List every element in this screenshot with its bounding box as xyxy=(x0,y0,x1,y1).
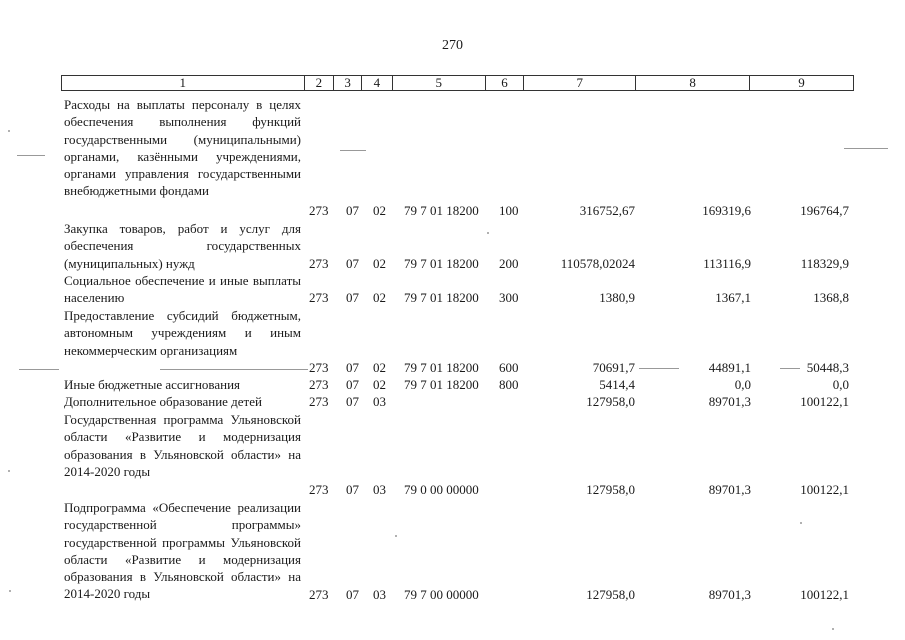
scan-speck xyxy=(487,232,489,234)
row-description: Подпрограмма «Обеспечение реализации государственной программы» государственной программы Ульяновской области «Развитие и модернизация образования в Ульяновской области» на 2014-2020 годы xyxy=(64,500,301,602)
cell-target-article: 79 7 01 18200 xyxy=(404,377,479,392)
scan-speck xyxy=(832,628,834,630)
cell-code: 273 xyxy=(309,394,329,409)
cell-expense-type: 100 xyxy=(499,203,519,218)
cell-subsection: 02 xyxy=(373,290,386,305)
cell-amount-8: 44891,1 xyxy=(708,360,751,375)
row-description: Дополнительное образование детей xyxy=(64,394,262,409)
cell-amount-7: 127958,0 xyxy=(586,587,635,602)
cell-target-article: 79 7 01 18200 xyxy=(404,256,479,271)
cell-subsection: 03 xyxy=(373,482,386,497)
cell-code: 273 xyxy=(309,360,329,375)
row-description: Иные бюджетные ассигнования xyxy=(64,377,241,392)
header-col-8: 8 xyxy=(635,76,749,90)
cell-subsection: 02 xyxy=(373,203,386,218)
row-description: Предоставление субсидий бюджетным, автономным учреждениям и иным некоммерческим организациям xyxy=(64,308,301,358)
cell-code: 273 xyxy=(309,587,329,602)
cell-amount-7: 1380,9 xyxy=(599,290,635,305)
header-col-5: 5 xyxy=(392,76,485,90)
scan-speck xyxy=(800,522,802,524)
scan-mark xyxy=(160,369,308,370)
scan-speck xyxy=(9,590,11,592)
cell-section: 07 xyxy=(346,377,359,392)
cell-amount-8: 89701,3 xyxy=(708,482,751,497)
scan-mark xyxy=(844,148,888,149)
cell-amount-7: 110578,02024 xyxy=(560,256,635,271)
cell-subsection: 02 xyxy=(373,256,386,271)
cell-amount-9: 50448,3 xyxy=(806,360,849,375)
header-col-7: 7 xyxy=(523,76,635,90)
cell-target-article: 79 7 01 18200 xyxy=(404,203,479,218)
cell-expense-type: 200 xyxy=(499,256,519,271)
cell-amount-7: 127958,0 xyxy=(586,482,635,497)
cell-amount-9: 100122,1 xyxy=(800,482,849,497)
table-header xyxy=(61,75,854,91)
cell-section: 07 xyxy=(346,587,359,602)
cell-code: 273 xyxy=(309,377,329,392)
page-number: 270 xyxy=(442,38,463,53)
cell-amount-7: 127958,0 xyxy=(586,394,635,409)
scan-mark xyxy=(17,155,45,156)
cell-amount-9: 1368,8 xyxy=(813,290,849,305)
header-col-4: 4 xyxy=(361,76,392,90)
scan-mark xyxy=(340,150,366,151)
cell-subsection: 02 xyxy=(373,377,386,392)
cell-target-article: 79 0 00 00000 xyxy=(404,482,479,497)
cell-subsection: 02 xyxy=(373,360,386,375)
cell-amount-8: 169319,6 xyxy=(702,203,751,218)
cell-section: 07 xyxy=(346,360,359,375)
cell-section: 07 xyxy=(346,256,359,271)
cell-expense-type: 300 xyxy=(499,290,519,305)
cell-amount-7: 70691,7 xyxy=(592,360,635,375)
scan-mark xyxy=(639,368,679,369)
cell-target-article: 79 7 01 18200 xyxy=(404,290,479,305)
cell-section: 07 xyxy=(346,203,359,218)
header-col-6: 6 xyxy=(485,76,524,90)
cell-expense-type: 800 xyxy=(499,377,519,392)
cell-amount-9: 100122,1 xyxy=(800,587,849,602)
cell-amount-9: 0,0 xyxy=(832,377,849,392)
header-col-2: 2 xyxy=(304,76,334,90)
cell-code: 273 xyxy=(309,290,329,305)
cell-amount-8: 113116,9 xyxy=(703,256,751,271)
cell-section: 07 xyxy=(346,394,359,409)
header-col-9: 9 xyxy=(749,76,853,90)
cell-amount-7: 5414,4 xyxy=(599,377,635,392)
cell-section: 07 xyxy=(346,482,359,497)
row-description: Социальное обеспечение и иные выплаты населению xyxy=(64,273,301,306)
cell-amount-7: 316752,67 xyxy=(579,203,635,218)
scan-speck xyxy=(8,470,10,472)
cell-amount-9: 100122,1 xyxy=(800,394,849,409)
cell-subsection: 03 xyxy=(373,587,386,602)
row-description: Государственная программа Ульяновской области «Развитие и модернизация образования в Ульяновской области» на 2014-2020 годы xyxy=(64,412,301,479)
cell-code: 273 xyxy=(309,256,329,271)
scan-speck xyxy=(8,130,10,132)
cell-subsection: 03 xyxy=(373,394,386,409)
cell-target-article: 79 7 00 00000 xyxy=(404,587,479,602)
scan-speck xyxy=(395,535,397,537)
cell-code: 273 xyxy=(309,482,329,497)
cell-expense-type: 600 xyxy=(499,360,519,375)
cell-amount-8: 89701,3 xyxy=(708,394,751,409)
header-col-3: 3 xyxy=(333,76,361,90)
cell-amount-8: 1367,1 xyxy=(715,290,751,305)
scan-mark xyxy=(780,368,800,369)
row-description: Закупка товаров, работ и услуг для обеспечения государственных (муниципальных) нужд xyxy=(64,221,301,271)
cell-code: 273 xyxy=(309,203,329,218)
scan-mark xyxy=(19,369,59,370)
cell-section: 07 xyxy=(346,290,359,305)
cell-amount-9: 196764,7 xyxy=(800,203,849,218)
header-col-1: 1 xyxy=(179,75,187,90)
cell-amount-9: 118329,9 xyxy=(800,256,849,271)
cell-target-article: 79 7 01 18200 xyxy=(404,360,479,375)
cell-amount-8: 0,0 xyxy=(734,377,751,392)
row-description: Расходы на выплаты персоналу в целях обеспечения выполнения функций государственными (муниципальными) органами, казёнными учреждениями, органами управления государственными внебюджетными фондами xyxy=(64,97,301,199)
cell-amount-8: 89701,3 xyxy=(708,587,751,602)
